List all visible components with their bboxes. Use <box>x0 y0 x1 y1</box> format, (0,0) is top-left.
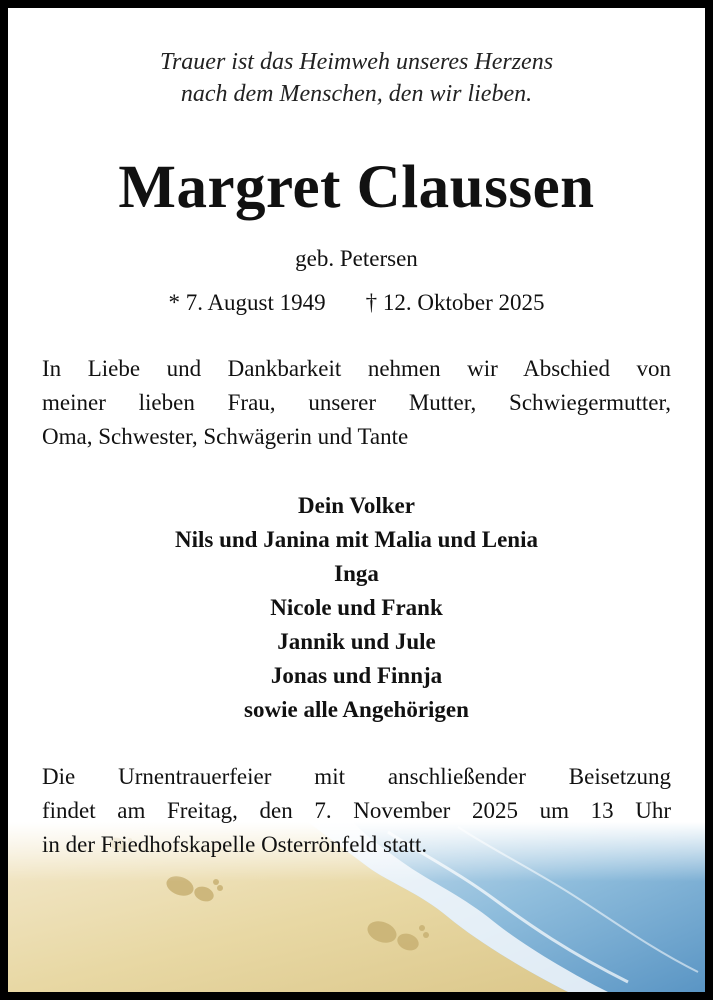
mourner-entry: sowie alle Angehörigen <box>244 697 469 722</box>
death-date: † 12. Oktober 2025 <box>365 290 545 315</box>
mourner-entry: Inga <box>334 561 379 586</box>
farewell-line: meiner lieben Frau, unserer Mutter, Schwiegermutter, <box>42 390 671 415</box>
funeral-line: in der Friedhofskapelle Osterrönfeld statt. <box>42 832 428 857</box>
mourner-entry: Nils und Janina mit Malia und Lenia <box>175 527 538 552</box>
motto-line-2: nach dem Menschen, den wir lieben. <box>180 81 533 107</box>
birth-name: geb. Petersen <box>295 246 418 271</box>
birth-date: * 7. August 1949 <box>168 290 326 315</box>
mourner-entry: Jannik und Jule <box>277 629 436 654</box>
farewell-text <box>42 352 671 454</box>
funeral-line: Die Urnentrauerfeier mit anschließender Beisetzung <box>42 764 671 789</box>
farewell-line: Oma, Schwester, Schwägerin und Tante <box>42 424 409 449</box>
deceased-name: Margret Claussen <box>118 154 595 221</box>
mourner-entry: Dein Volker <box>298 493 415 518</box>
farewell-line: In Liebe und Dankbarkeit nehmen wir Abschied von <box>42 356 671 381</box>
funeral-info <box>42 760 671 862</box>
mourners-list <box>8 489 705 727</box>
life-dates <box>8 288 705 318</box>
mourner-entry: Jonas und Finnja <box>270 663 443 688</box>
motto-line-1: Trauer ist das Heimweh unseres Herzens <box>159 49 554 75</box>
mourner-entry: Nicole und Frank <box>270 595 443 620</box>
funeral-line: findet am Freitag, den 7. November 2025 um 13 Uhr <box>42 798 671 823</box>
motto-quote <box>8 46 705 110</box>
